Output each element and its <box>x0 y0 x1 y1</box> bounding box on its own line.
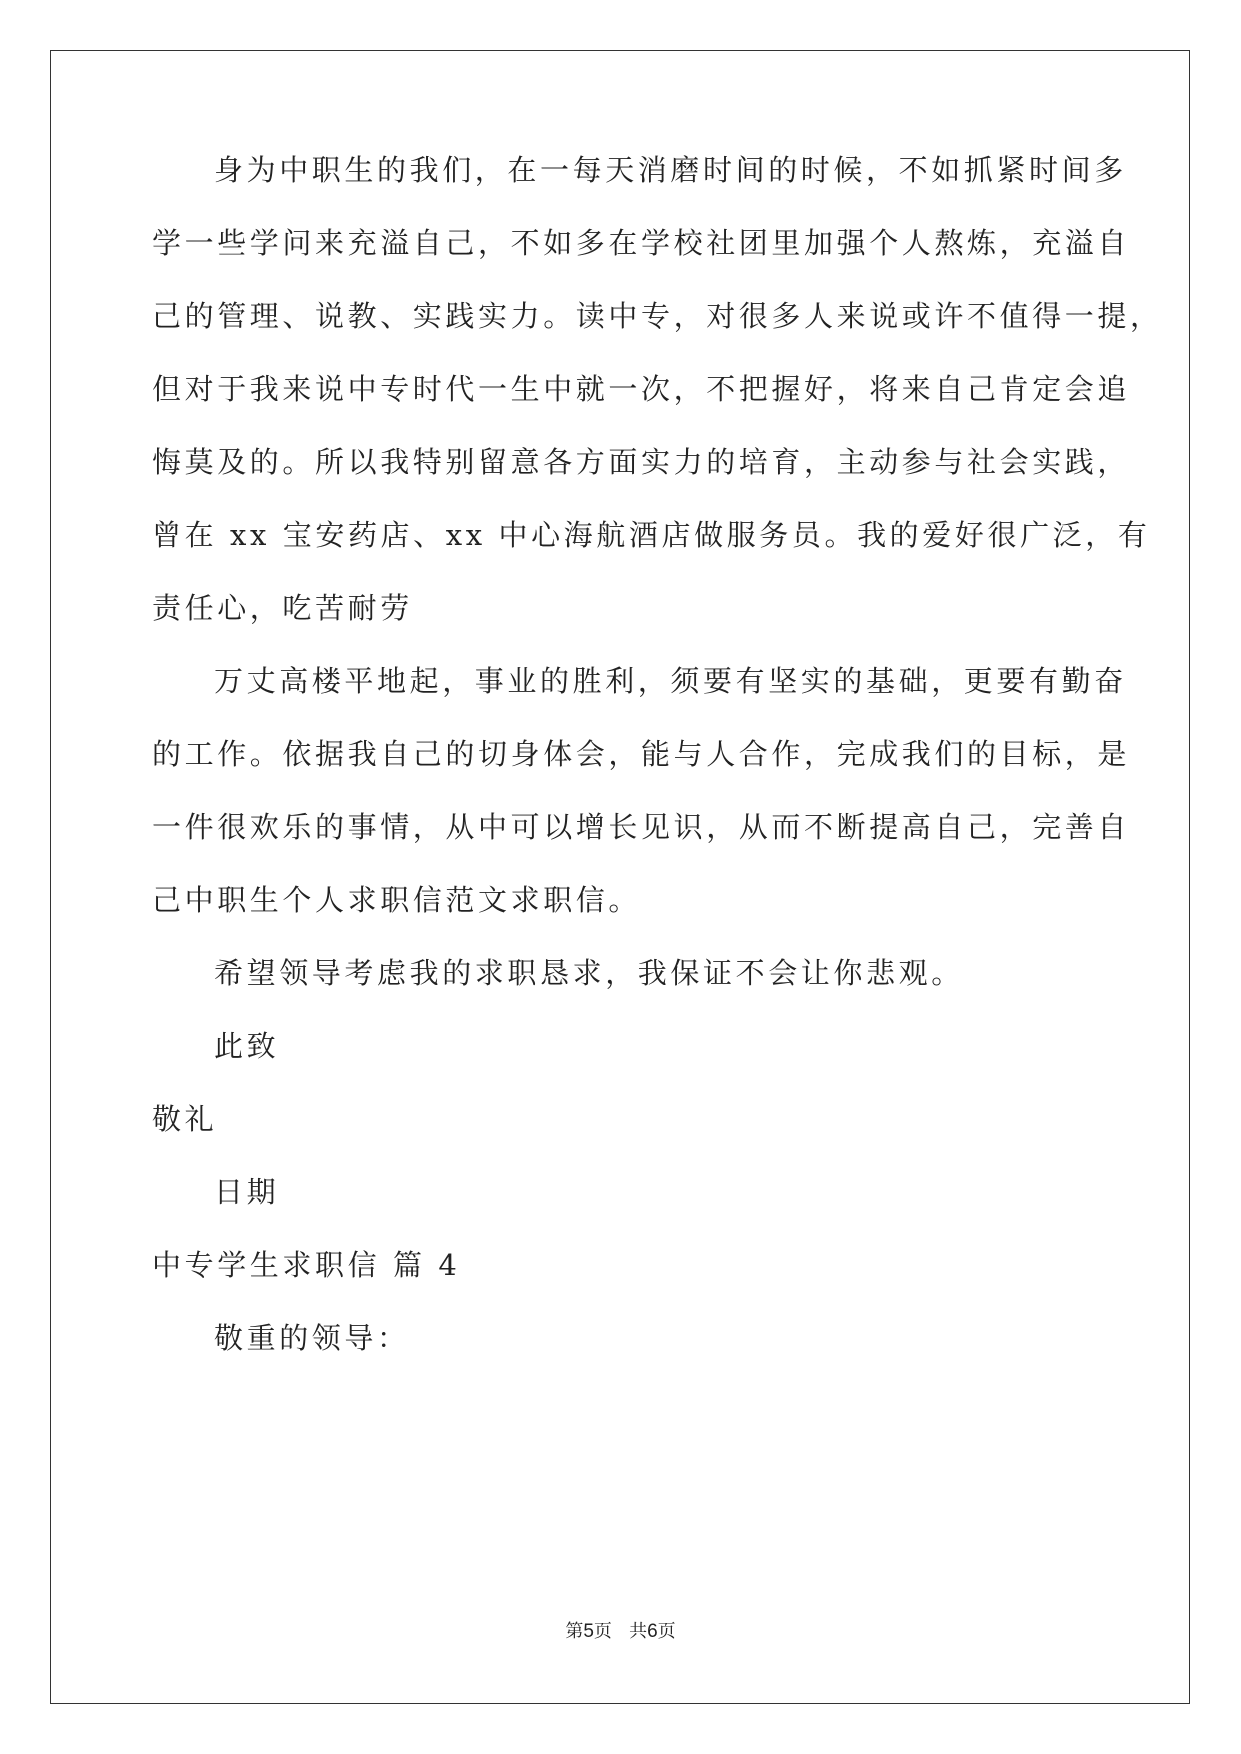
footer-total-pages: 6 <box>647 1621 658 1642</box>
date-label: 日期 <box>214 1175 280 1209</box>
paragraph-2-line-4: 己中职生个人求职信范文求职信。 <box>152 883 642 917</box>
paragraph-1-line-1: 身为中职生的我们，在一每天消磨时间的时候，不如抓紧时间多 <box>214 153 1127 187</box>
paragraph-1-line-5: 悔莫及的。所以我特别留意各方面实力的培育，主动参与社会实践， <box>152 445 1131 479</box>
footer-current-page: 5 <box>583 1621 594 1642</box>
salutation: 敬重的领导： <box>214 1321 410 1355</box>
footer-page-word: 页 <box>593 1621 612 1642</box>
paragraph-2-line-2: 的工作。依据我自己的切身体会，能与人合作，完成我们的目标，是 <box>152 737 1131 771</box>
paragraph-3: 希望领导考虑我的求职恳求，我保证不会让你悲观。 <box>214 956 964 990</box>
footer-total-suffix: 页 <box>657 1621 676 1642</box>
paragraph-1-line-6: 曾在 xx 宝安药店、xx 中心海航酒店做服务员。我的爱好很广泛，有 <box>152 518 1151 552</box>
footer-prefix: 第 <box>565 1621 584 1642</box>
footer-total-prefix: 共 <box>629 1621 648 1642</box>
paragraph-1-line-4: 但对于我来说中专时代一生中就一次，不把握好，将来自己肯定会追 <box>152 372 1131 406</box>
paragraph-1-line-3: 己的管理、说教、实践实力。读中专，对很多人来说或许不值得一提， <box>152 299 1163 333</box>
closing-greeting: 此致 <box>214 1029 280 1063</box>
paragraph-1-line-2: 学一些学问来充溢自己，不如多在学校社团里加强个人熬炼，充溢自 <box>152 226 1131 260</box>
paragraph-1-line-7: 责任心，吃苦耐劳 <box>152 591 413 625</box>
page-footer <box>0 1620 1241 1644</box>
section-heading: 中专学生求职信 篇 4 <box>152 1248 461 1282</box>
paragraph-2-line-3: 一件很欢乐的事情，从中可以增长见识，从而不断提高自己，完善自 <box>152 810 1131 844</box>
paragraph-2-line-1: 万丈高楼平地起，事业的胜利，须要有坚实的基础，更要有勤奋 <box>214 664 1127 698</box>
closing-salute: 敬礼 <box>152 1102 218 1136</box>
